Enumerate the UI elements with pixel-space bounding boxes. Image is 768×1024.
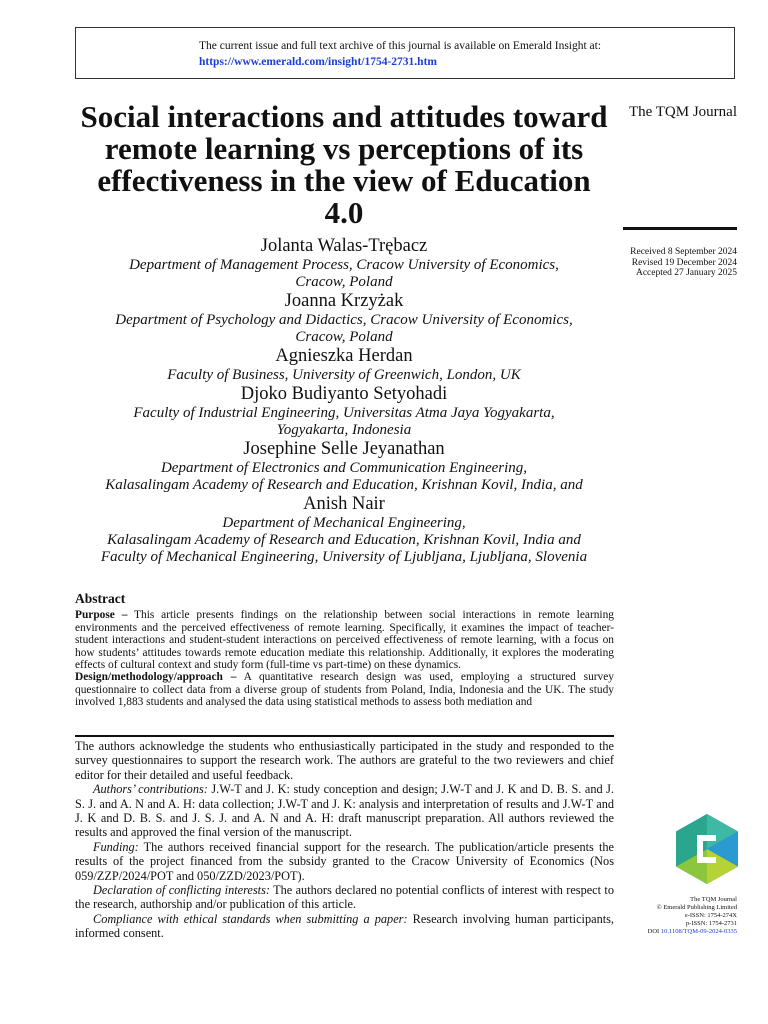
author-affiliation: Faculty of Mechanical Engineering, University of Ljubljana, Ljubljana, Slovenia	[100, 549, 588, 565]
author-affiliation: Faculty of Business, University of Greenwich, London, UK	[167, 367, 521, 383]
author-affiliation: Department of Mechanical Engineering,	[222, 515, 466, 531]
funding-paragraph	[75, 840, 614, 883]
author-affiliation: Faculty of Industrial Engineering, Universitas Atma Jaya Yogyakarta,	[133, 405, 555, 421]
notice-url-link[interactable]: https://www.emerald.com/insight/1754-2731.htm	[199, 56, 437, 68]
author-affiliation: Department of Management Process, Cracow University of Economics,	[129, 257, 559, 273]
received-date: Received 8 September 2024	[630, 247, 737, 257]
author-affiliation: Cracow, Poland	[295, 329, 393, 345]
author-affiliation: Department of Electronics and Communication Engineering,	[160, 460, 528, 476]
doi-link[interactable]: 10.1108/TQM-09-2024-0335	[660, 928, 737, 935]
author-list	[70, 236, 618, 566]
abstract-design	[75, 671, 614, 708]
author-affiliation: Kalasalingam Academy of Research and Education, Krishnan Kovil, India, and	[105, 477, 583, 493]
author-name: Djoko Budiyanto Setyohadi	[240, 384, 448, 404]
notice-text: The current issue and full text archive of this journal is available on Emerald Insight at:	[199, 40, 602, 52]
acknowledgements-section	[75, 739, 614, 941]
meta-doi	[600, 928, 737, 936]
abstract-purpose	[75, 609, 614, 671]
conflict-label: Declaration of conflicting interests:	[93, 883, 270, 898]
funding-label: Funding:	[93, 839, 139, 854]
article-dates	[600, 247, 737, 279]
journal-name: The TQM Journal	[628, 104, 737, 120]
meta-pissn: p-ISSN: 1754-2731	[685, 920, 737, 927]
doi-label: DOI	[647, 928, 660, 935]
emerald-logo-icon	[676, 814, 738, 884]
article-title: Social interactions and attitudes toward remote learning vs perceptions of its effectiveness in the view of Education 4.0	[80, 99, 608, 230]
footnote-divider	[75, 735, 614, 737]
emerald-notice-box	[75, 27, 735, 79]
author-affiliation: Department of Psychology and Didactics, Cracow University of Economics,	[115, 312, 573, 328]
author-name: Anish Nair	[303, 494, 385, 514]
conflict-text: The authors declared no potential conflicts of interest with respect to the research, authorship and/or publication of this article.	[75, 883, 614, 912]
ack-paragraph: The authors acknowledge the students who enthusiastically participated in the study and responded to the survey questionnaires to support the research work. The authors are grateful to the two reviewers and chief editor for their detailed and useful feedback.	[75, 739, 614, 782]
abstract-heading: Abstract	[75, 591, 126, 606]
abstract-section	[75, 593, 614, 709]
contributions-paragraph	[75, 782, 614, 840]
author-name: Joanna Krzyżak	[284, 291, 404, 311]
author-name: Agnieszka Herdan	[275, 346, 413, 366]
author-affiliation: Cracow, Poland	[295, 274, 393, 290]
meta-journal: The TQM Journal	[690, 896, 737, 903]
meta-eissn: e-ISSN: 1754-274X	[684, 912, 737, 919]
accepted-date: Accepted 27 January 2025	[635, 268, 737, 278]
funding-text: The authors received financial support for the research. The publication/article presents the results of the project financed from the subsidy granted to the Cracow University of Economics (Nos 059/ZZP/2024/POT and 050/ZZD/2023/POT).	[75, 839, 614, 883]
design-text: A quantitative research design was used, employing a structured survey questionnaire to collect data from a diverse group of students from Poland, India, Indonesia and the UK. The study involved 1,883 students and analysed the data using statistical methods to assess both mediation and	[75, 671, 615, 709]
contrib-text: J.W-T and J. K: study conception and design; J.W-T and J. K and D. B. S. and J. S. J. and A. N and A. H: data collection; J.W-T and J. K: analysis and interpretation of results and J.W-T and J. K and D. B. S. and J. S. J. and A. N and A. H: draft manuscript preparation. All authors reviewed the results and approved the final version of the manuscript.	[75, 782, 614, 840]
meta-publisher: © Emerald Publishing Limited	[656, 904, 737, 911]
margin-divider	[623, 227, 737, 230]
ethics-text: Research involving human participants, informed consent.	[75, 911, 615, 941]
purpose-text: This article presents findings on the relationship between social interactions in remote learning environments and the perceived effectiveness of remote learning. Specifically, it examines the impact of teacher-student interactions and student-student interactions on perceived effectiveness of remote learning, with a focus on how students’ attitudes towards remote education mediate this relationship. Additionally, it explores the moderating effects of cultural context and study form (full-time vs part-time) on these dynamics.	[75, 609, 614, 672]
publication-meta	[600, 896, 737, 936]
author-affiliation: Kalasalingam Academy of Research and Education, Krishnan Kovil, India and	[107, 532, 581, 548]
ethics-label: Compliance with ethical standards when submitting a paper:	[93, 911, 408, 926]
ethics-paragraph	[75, 912, 614, 941]
revised-date: Revised 19 December 2024	[631, 257, 737, 268]
author-name: Jolanta Walas-Trębacz	[260, 236, 428, 256]
purpose-label: Purpose –	[75, 609, 128, 622]
author-name: Josephine Selle Jeyanathan	[243, 439, 445, 459]
contrib-label: Authors’ contributions:	[93, 782, 208, 797]
design-label: Design/methodology/approach –	[75, 671, 237, 684]
author-affiliation: Yogyakarta, Indonesia	[276, 422, 412, 438]
conflict-paragraph	[75, 883, 614, 912]
